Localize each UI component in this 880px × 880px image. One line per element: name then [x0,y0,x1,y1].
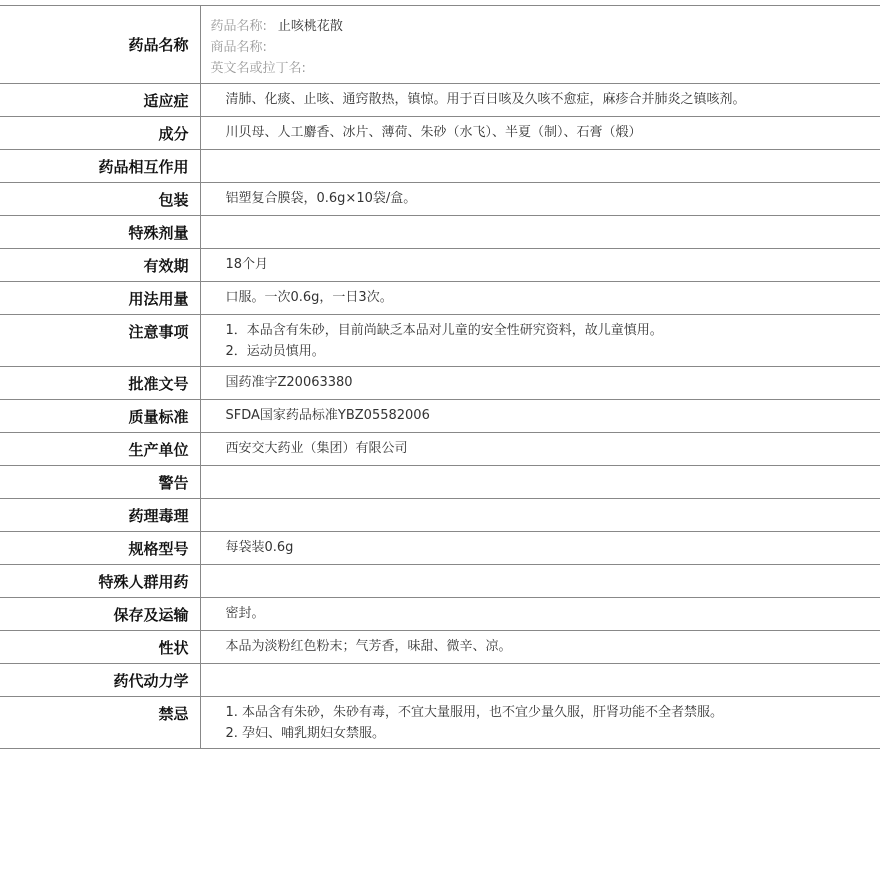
row-approval-no [0,367,880,400]
row-pharmacokinetics [0,664,880,697]
row-warning [0,466,880,499]
value-pharmacokinetics [200,664,880,697]
row-toxicology [0,499,880,532]
generic-name-line [211,16,880,37]
row-ingredients [0,117,880,150]
row-quality-standard [0,400,880,433]
generic-name-label: 药品名称: [210,19,267,34]
generic-name-value: 止咳桃花散 [277,19,343,34]
label-special-dosage: 特殊剂量 [0,216,200,249]
label-precautions: 注意事项 [0,315,200,367]
label-warning: 警告 [0,466,200,499]
row-appearance [0,631,880,664]
row-special-dosage [0,216,880,249]
label-approval-no: 批准文号 [0,367,200,400]
label-specification: 规格型号 [0,532,200,565]
trade-name-line [211,37,880,58]
value-indication: 清肺、化痰、止咳、通窍散热，镇惊。用于百日咳及久咳不愈症，麻疹合并肺炎之镇咳剂。 [200,84,880,117]
label-storage: 保存及运输 [0,598,200,631]
value-approval-no: 国药准字Z20063380 [200,367,880,400]
value-quality-standard: SFDA国家药品标准YBZ05582006 [200,400,880,433]
row-shelf-life [0,249,880,282]
row-manufacturer [0,433,880,466]
row-storage [0,598,880,631]
value-storage: 密封。 [200,598,880,631]
label-shelf-life: 有效期 [0,249,200,282]
precautions-line-1: 1．本品含有朱砂，目前尚缺乏本品对儿童的安全性研究资料，故儿童慎用。 [225,323,663,338]
value-specification: 每袋装0.6g [200,532,880,565]
row-indication [0,84,880,117]
value-appearance: 本品为淡粉红色粉末；气芳香，味甜、微辛、凉。 [200,631,880,664]
label-drug-name: 药品名称 [0,6,200,84]
english-name-label: 英文名或拉丁名: [210,61,306,76]
label-interactions: 药品相互作用 [0,150,200,183]
value-precautions [200,315,880,367]
value-contraindications [200,697,880,749]
label-packaging: 包装 [0,183,200,216]
value-special-population [200,565,880,598]
label-contraindications: 禁忌 [0,697,200,749]
label-usage: 用法用量 [0,282,200,315]
english-name-line [211,58,880,79]
row-drug-name [0,6,880,84]
label-appearance: 性状 [0,631,200,664]
contraindications-line-2: 2. 孕妇、哺乳期妇女禁服。 [225,726,386,741]
value-drug-name-block [200,6,880,84]
row-interactions [0,150,880,183]
row-packaging [0,183,880,216]
value-usage: 口服。一次0.6g，一日3次。 [200,282,880,315]
label-pharmacokinetics: 药代动力学 [0,664,200,697]
row-contraindications [0,697,880,749]
label-ingredients: 成分 [0,117,200,150]
value-interactions [200,150,880,183]
value-ingredients: 川贝母、人工麝香、冰片、薄荷、朱砂（水飞）、半夏（制）、石膏（煅） [200,117,880,150]
label-indication: 适应症 [0,84,200,117]
label-manufacturer: 生产单位 [0,433,200,466]
drug-spec-table [0,5,880,749]
row-specification [0,532,880,565]
value-manufacturer: 西安交大药业（集团）有限公司 [200,433,880,466]
row-special-population [0,565,880,598]
row-usage [0,282,880,315]
label-quality-standard: 质量标准 [0,400,200,433]
value-packaging: 铝塑复合膜袋，0.6g×10袋/盒。 [200,183,880,216]
value-warning [200,466,880,499]
value-special-dosage [200,216,880,249]
trade-name-label: 商品名称: [210,40,267,55]
label-toxicology: 药理毒理 [0,499,200,532]
value-shelf-life: 18个月 [200,249,880,282]
label-special-population: 特殊人群用药 [0,565,200,598]
row-precautions [0,315,880,367]
precautions-line-2: 2．运动员慎用。 [225,344,325,359]
value-toxicology [200,499,880,532]
contraindications-line-1: 1. 本品含有朱砂，朱砂有毒，不宜大量服用，也不宜少量久服，肝肾功能不全者禁服。 [225,705,724,720]
